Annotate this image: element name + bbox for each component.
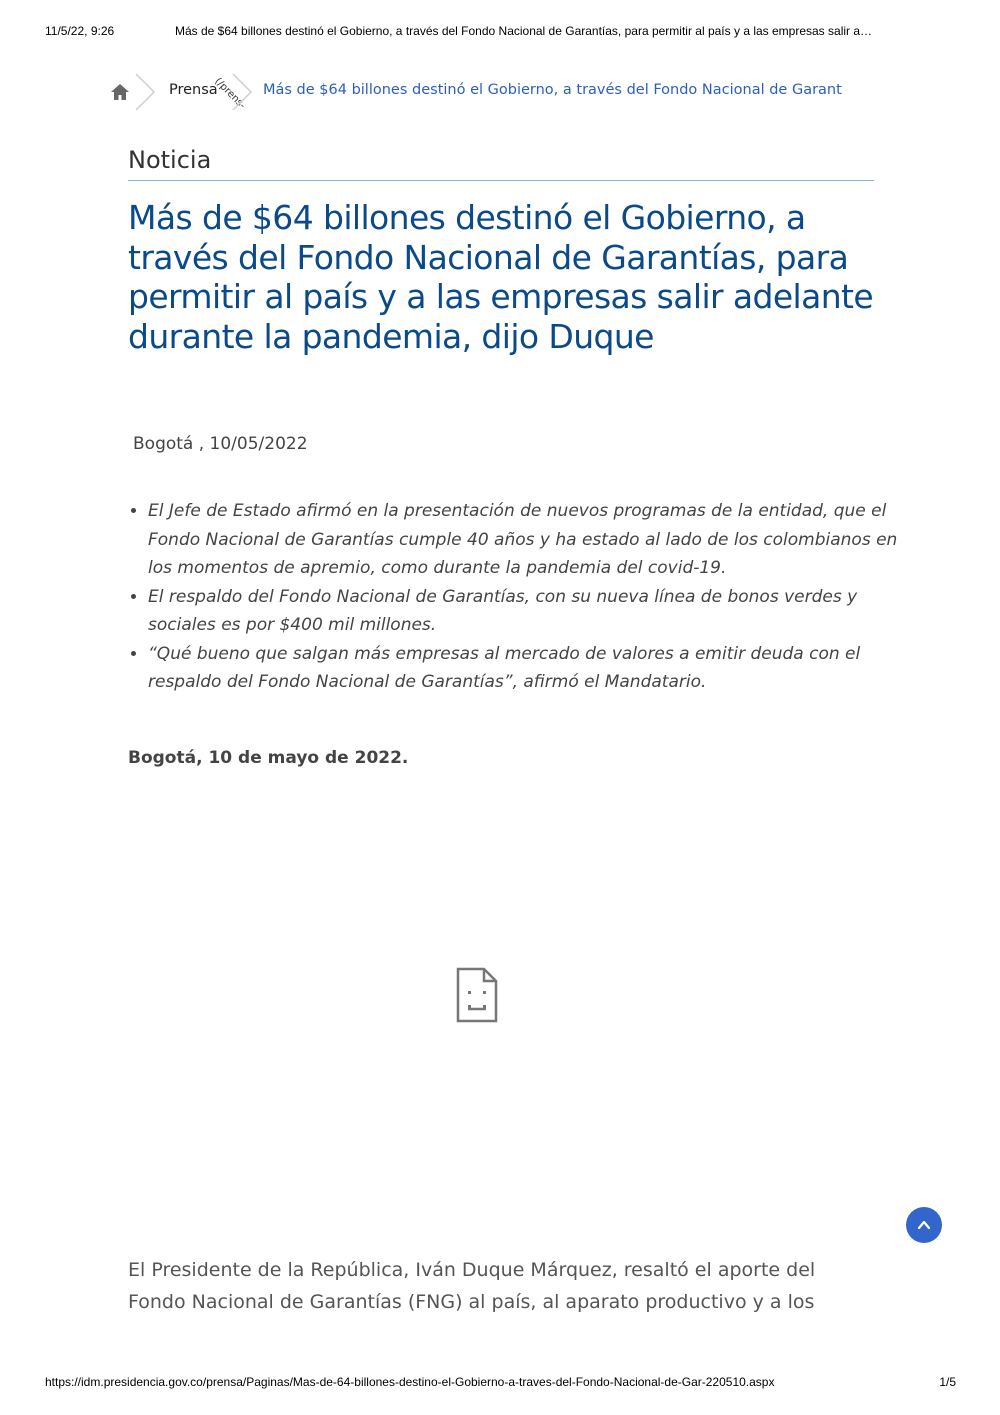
print-datetime: 11/5/22, 9:26 bbox=[45, 24, 115, 38]
article-title: Más de $64 billones destinó el Gobierno, a través del Fondo Nacional de Garantías, para permitir al país y a las empresas salir adelante durante la pandemia, dijo Duque bbox=[128, 198, 874, 356]
chevron-up-icon bbox=[917, 1218, 931, 1232]
breadcrumb-current-page[interactable]: Más de $64 billones destinó el Gobierno, a través del Fondo Nacional de Garant bbox=[263, 82, 842, 98]
highlights-list bbox=[128, 497, 908, 697]
print-footer bbox=[45, 1375, 956, 1393]
article-dateline: Bogotá , 10/05/2022 bbox=[133, 434, 308, 454]
breadcrumb-prensa-url-fragment: (/prens- bbox=[212, 76, 248, 112]
breadcrumb-prensa-link[interactable]: Prensa bbox=[169, 82, 218, 98]
lead-date: Bogotá, 10 de mayo de 2022. bbox=[128, 748, 409, 768]
breadcrumb bbox=[108, 72, 898, 112]
article-body-paragraph: El Presidente de la República, Iván Duque Márquez, resaltó el aporte del Fondo Nacional de Garantías (FNG) al país, al aparato productivo y a los bbox=[128, 1259, 816, 1313]
broken-image-icon bbox=[456, 967, 498, 1023]
scroll-to-top-button[interactable] bbox=[906, 1207, 942, 1243]
print-page-url: https://idm.presidencia.gov.co/prensa/Paginas/Mas-de-64-billones-destino-el-Gobierno-a-traves-del-Fondo-Nacional-de-Gar-220510.aspx bbox=[45, 1375, 775, 1389]
print-header bbox=[45, 24, 956, 42]
highlight-item: • El respaldo del Fondo Nacional de Garantías, con su nueva línea de bonos verdes y sociales es por $400 mil millones. bbox=[148, 583, 908, 640]
chevron-right-icon bbox=[134, 72, 156, 112]
chevron-right-icon bbox=[231, 72, 253, 112]
print-page-number: 1/5 bbox=[939, 1375, 956, 1389]
print-page-title: Más de $64 billones destinó el Gobierno, a través del Fondo Nacional de Garantías, para permitir al país y a las empresas salir a… bbox=[175, 24, 873, 38]
highlight-item: • El Jefe de Estado afirmó en la presentación de nuevos programas de la entidad, que el Fondo Nacional de Garantías cumple 40 años y ha estado al lado de los colombianos en los momentos de apremio, como durante la pandemia del covid-19. bbox=[148, 497, 908, 583]
section-label: Noticia bbox=[128, 146, 874, 181]
home-icon[interactable] bbox=[108, 80, 132, 104]
highlight-item: • “Qué bueno que salgan más empresas al mercado de valores a emitir deuda con el respaldo del Fondo Nacional de Garantías”, afirmó el Mandatario. bbox=[148, 640, 908, 697]
